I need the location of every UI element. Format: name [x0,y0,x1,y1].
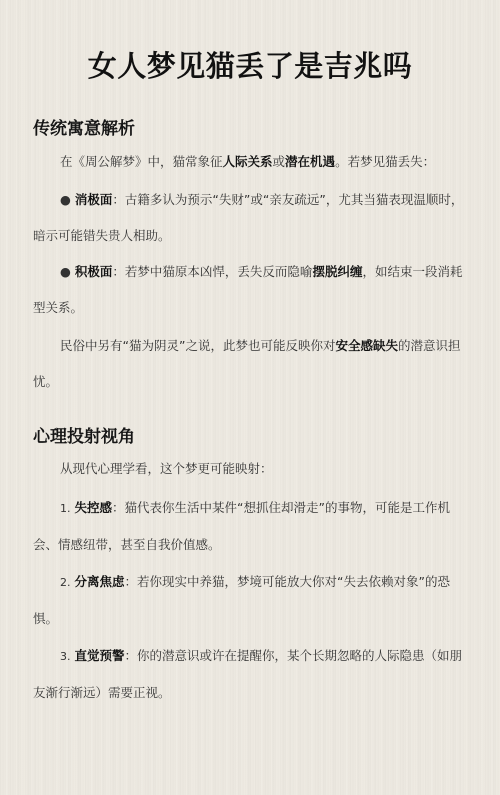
item-number: 1. [60,502,71,515]
item-label: 直觉预警 [74,648,125,663]
list-item-3 [33,638,473,711]
bullet-negative [33,182,473,254]
section1-intro [60,144,480,180]
page-title: 女人梦见猫丢了是吉兆吗 [87,49,413,83]
closing-text-end: 的潜意识担忧。 [33,338,461,389]
item-text: ：猫代表你生活中某件“想抓住却滑走”的事物，可能是工作机会、情感纽带，甚至自我价值感。 [33,500,450,552]
bullet-icon: ● [60,192,71,207]
intro-bold-opportunity: 潜在机遇 [285,154,336,169]
section2-intro: 从现代心理学看，这个梦更可能映射： [60,461,273,476]
item-text: ：若你现实中养猫，梦境可能放大你对“失去依赖对象”的恐惧。 [33,574,450,626]
bullet-icon: ● [60,264,71,279]
section1-closing [33,328,473,400]
list-item-1 [33,490,473,563]
item-number: 2. [60,576,71,589]
item-label: 分离焦虑 [74,574,125,589]
list-item-2 [33,564,473,637]
item-text: ：你的潜意识或许在提醒你，某个长期忽略的人际隐患（如朋友渐行渐远）需要正视。 [33,648,463,700]
bullet-text-positive-end: ，如结束一段消耗型关系。 [33,264,463,315]
bullet-positive [33,254,473,326]
bullet-text-negative: ：古籍多认为预示“失财”或“亲友疏远”，尤其当猫表现温顺时，暗示可能错失贵人相助。 [33,192,464,243]
intro-text-or: 或 [272,154,286,169]
bullet-text-positive: ：若梦中猫原本凶悍，丢失反而隐喻 [112,264,313,279]
section-heading-traditional: 传统寓意解析 [33,119,135,139]
closing-text: 民俗中另有“猫为阴灵”之说，此梦也可能反映你对 [60,338,336,353]
intro-bold-relations: 人际关系 [222,154,273,169]
item-number: 3. [60,650,71,663]
bullet-label-negative: 消极面 [74,192,113,207]
intro-text: 在《周公解梦》中，猫常象征 [60,154,223,169]
section-heading-psychology: 心理投射视角 [33,427,135,447]
bullet-label-positive: 积极面 [74,264,113,279]
intro-text-end: 。若梦见猫丢失： [335,154,436,169]
item-label: 失控感 [74,500,112,515]
closing-bold-security: 安全感缺失 [335,338,398,353]
bullet-bold-escape: 摆脱纠缠 [312,264,363,279]
